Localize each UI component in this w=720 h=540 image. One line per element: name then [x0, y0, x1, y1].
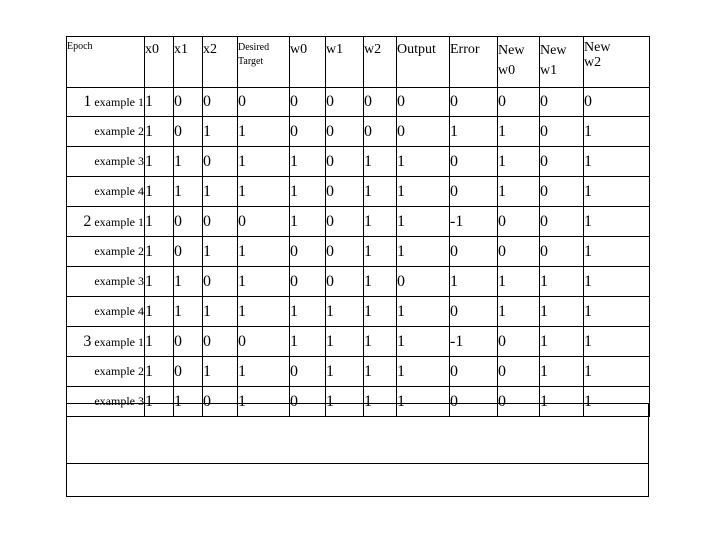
table-cell: 1 — [364, 207, 397, 237]
table-cell: 1 — [238, 177, 290, 207]
table-cell: 0 — [238, 88, 290, 117]
table-cell: 0 — [498, 387, 540, 417]
table-cell: 0 — [326, 267, 364, 297]
header-x2: x2 — [203, 37, 238, 88]
table-cell: 0 — [450, 297, 498, 327]
table-cell: 1 — [584, 387, 650, 417]
table-cell: 0 — [540, 207, 584, 237]
table-cell: 0 — [498, 88, 540, 117]
table-cell: 1 — [540, 267, 584, 297]
table-cell: 0 — [174, 237, 203, 267]
table-cell: 1 — [145, 117, 174, 147]
table-cell: 0 — [540, 237, 584, 267]
table-cell: 1 — [498, 147, 540, 177]
table-cell: 1 — [584, 357, 650, 387]
table-cell: 0 — [238, 327, 290, 357]
table-row — [67, 327, 650, 357]
header-new-w2-line2: w2 — [584, 54, 602, 70]
header-new-w1-line1: New — [540, 43, 567, 58]
table-cell: -1 — [450, 207, 498, 237]
table-cell: 1 — [174, 267, 203, 297]
table-cell: 1 — [203, 177, 238, 207]
table-cell: 1 — [397, 147, 450, 177]
table-cell: 1 — [540, 327, 584, 357]
example-label: example 1 — [94, 95, 144, 109]
table-cell: 1 — [584, 237, 650, 267]
table-cell: 1 — [145, 357, 174, 387]
table-cell: 0 — [174, 327, 203, 357]
table-cell: 0 — [364, 117, 397, 147]
table-cell: 0 — [450, 357, 498, 387]
header-new-w1 — [540, 37, 584, 88]
table-cell: 1 — [584, 207, 650, 237]
table-cell: 1 — [174, 147, 203, 177]
table-cell: 0 — [326, 117, 364, 147]
example-label: example 2 — [94, 244, 144, 258]
table-cell: 1 — [498, 117, 540, 147]
row-label — [67, 297, 145, 327]
table-cell: 1 — [584, 267, 650, 297]
table-cell: 0 — [203, 147, 238, 177]
row-label — [67, 357, 145, 387]
header-output: Output — [397, 37, 450, 88]
table-cell: 0 — [174, 88, 203, 117]
header-new-w0-line1: New — [498, 43, 525, 58]
table-cell: 1 — [540, 357, 584, 387]
table-cell: 1 — [364, 177, 397, 207]
table-row — [67, 147, 650, 177]
example-label: example 4 — [94, 304, 144, 318]
table-cell: 1 — [498, 267, 540, 297]
table-cell: 1 — [238, 117, 290, 147]
table-cell: 0 — [540, 117, 584, 147]
table-cell: 1 — [290, 177, 326, 207]
table-cell: 0 — [397, 267, 450, 297]
table-cell: 1 — [174, 387, 203, 417]
example-label: example 2 — [94, 124, 144, 138]
table-cell: 0 — [450, 387, 498, 417]
header-desired-target-line2: Target — [238, 55, 264, 67]
table-cell: 0 — [450, 88, 498, 117]
table-cell: 1 — [145, 237, 174, 267]
row-label — [67, 117, 145, 147]
table-cell: 1 — [238, 387, 290, 417]
table-cell: 1 — [584, 177, 650, 207]
table-cell: 1 — [397, 387, 450, 417]
table-cell: 1 — [238, 357, 290, 387]
table-cell: 0 — [498, 207, 540, 237]
table-cell: 1 — [584, 297, 650, 327]
table-cell: 1 — [203, 237, 238, 267]
table-cell: 1 — [498, 297, 540, 327]
table-cell: 0 — [450, 237, 498, 267]
table-cell: 0 — [540, 147, 584, 177]
table-cell: 0 — [174, 357, 203, 387]
table-row — [67, 297, 650, 327]
table-cell: 0 — [238, 207, 290, 237]
example-label: example 2 — [94, 364, 144, 378]
header-x1: x1 — [174, 37, 203, 88]
header-new-w0 — [498, 37, 540, 88]
table-cell: 0 — [498, 327, 540, 357]
perceptron-training-table — [66, 36, 650, 417]
table-cell: 0 — [326, 88, 364, 117]
table-cell: 0 — [290, 88, 326, 117]
example-label: example 3 — [94, 274, 144, 288]
table-cell: 0 — [290, 357, 326, 387]
table-cell: 0 — [364, 88, 397, 117]
header-error: Error — [450, 37, 498, 88]
header-new-w2 — [584, 37, 650, 88]
table-cell: 1 — [145, 177, 174, 207]
row-label — [67, 147, 145, 177]
table-cell: 1 — [145, 267, 174, 297]
epoch-number: 2 — [83, 212, 92, 230]
table-cell: 1 — [450, 267, 498, 297]
table-row — [67, 177, 650, 207]
table-cell: 0 — [584, 88, 650, 117]
table-cell: 0 — [326, 147, 364, 177]
table-cell: 1 — [174, 177, 203, 207]
table-cell: 1 — [203, 117, 238, 147]
table-cell: 1 — [203, 297, 238, 327]
header-w0: w0 — [290, 37, 326, 88]
epoch-number: 3 — [83, 332, 92, 350]
table-cell: 0 — [203, 327, 238, 357]
table-cell: 1 — [326, 327, 364, 357]
table-row — [67, 88, 650, 117]
table-cell: 1 — [397, 237, 450, 267]
header-desired-target-line1: Desired — [238, 42, 270, 53]
table-cell: 0 — [290, 237, 326, 267]
table-cell: 0 — [326, 237, 364, 267]
table-cell: 1 — [145, 207, 174, 237]
header-epoch: Epoch — [67, 37, 145, 88]
table-cell: 1 — [290, 147, 326, 177]
example-label: example 1 — [94, 334, 144, 349]
table-cell: 0 — [203, 267, 238, 297]
table-cell: 1 — [397, 177, 450, 207]
table-cell: 1 — [145, 88, 174, 117]
table-cell: 1 — [203, 357, 238, 387]
table-cell: 0 — [540, 88, 584, 117]
table-row — [67, 237, 650, 267]
table-cell: 0 — [203, 88, 238, 117]
table-cell: 1 — [238, 237, 290, 267]
table-cell: 0 — [174, 207, 203, 237]
row-label — [67, 207, 145, 237]
row-label — [67, 237, 145, 267]
table-cell: 1 — [145, 387, 174, 417]
table-cell: 0 — [290, 387, 326, 417]
table-cell: 0 — [498, 357, 540, 387]
row-label — [67, 177, 145, 207]
table-cell: 0 — [203, 387, 238, 417]
table-cell: 0 — [174, 117, 203, 147]
lower-divider — [66, 463, 649, 464]
table-cell: 0 — [290, 117, 326, 147]
table-cell: 1 — [326, 387, 364, 417]
table-cell: 1 — [540, 297, 584, 327]
table-cell: 1 — [450, 117, 498, 147]
table-cell: 1 — [364, 267, 397, 297]
table-cell: 1 — [397, 327, 450, 357]
table-cell: 0 — [540, 177, 584, 207]
table-cell: 1 — [290, 327, 326, 357]
header-x0: x0 — [145, 37, 174, 88]
table-cell: 1 — [364, 297, 397, 327]
table-cell: -1 — [450, 327, 498, 357]
table-cell: 0 — [397, 117, 450, 147]
table-cell: 1 — [584, 147, 650, 177]
table-cell: 0 — [397, 88, 450, 117]
table-cell: 1 — [584, 117, 650, 147]
table-cell: 1 — [364, 327, 397, 357]
table-row — [67, 207, 650, 237]
table-cell: 0 — [290, 267, 326, 297]
header-new-w2-line1: New — [584, 40, 611, 55]
table-cell: 1 — [238, 297, 290, 327]
table-row — [67, 117, 650, 147]
table-cell: 1 — [498, 177, 540, 207]
table-cell: 1 — [238, 267, 290, 297]
row-label — [67, 88, 145, 117]
table-cell: 1 — [364, 147, 397, 177]
epoch-number: 1 — [83, 93, 92, 110]
table-cell: 1 — [540, 387, 584, 417]
example-label: example 3 — [94, 394, 144, 408]
table-cell: 1 — [238, 147, 290, 177]
table-cell: 1 — [145, 147, 174, 177]
table-cell: 1 — [584, 327, 650, 357]
row-label — [67, 327, 145, 357]
header-w2: w2 — [364, 37, 397, 88]
row-label — [67, 267, 145, 297]
table-cell: 1 — [326, 357, 364, 387]
table-cell: 1 — [290, 207, 326, 237]
table-cell: 0 — [326, 177, 364, 207]
lower-empty-box — [66, 403, 649, 497]
table-cell: 0 — [498, 237, 540, 267]
header-row — [67, 37, 650, 88]
example-label: example 1 — [94, 214, 144, 229]
table-cell: 1 — [145, 327, 174, 357]
table-row — [67, 357, 650, 387]
header-new-w0-line2: w0 — [498, 63, 516, 79]
table-cell: 1 — [397, 207, 450, 237]
example-label: example 3 — [94, 154, 144, 168]
header-desired-target — [238, 37, 290, 88]
table-cell: 1 — [397, 297, 450, 327]
header-new-w1-line2: w1 — [540, 63, 558, 79]
table-cell: 1 — [364, 237, 397, 267]
table-row — [67, 267, 650, 297]
table-cell: 1 — [326, 297, 364, 327]
table-cell: 1 — [397, 357, 450, 387]
table-cell: 0 — [203, 207, 238, 237]
table-cell: 1 — [174, 297, 203, 327]
table-cell: 1 — [290, 297, 326, 327]
table-cell: 0 — [326, 207, 364, 237]
table-cell: 0 — [450, 177, 498, 207]
table-cell: 0 — [450, 147, 498, 177]
example-label: example 4 — [94, 184, 144, 198]
table-cell: 1 — [364, 357, 397, 387]
header-w1: w1 — [326, 37, 364, 88]
table-cell: 1 — [364, 387, 397, 417]
table-cell: 1 — [145, 297, 174, 327]
